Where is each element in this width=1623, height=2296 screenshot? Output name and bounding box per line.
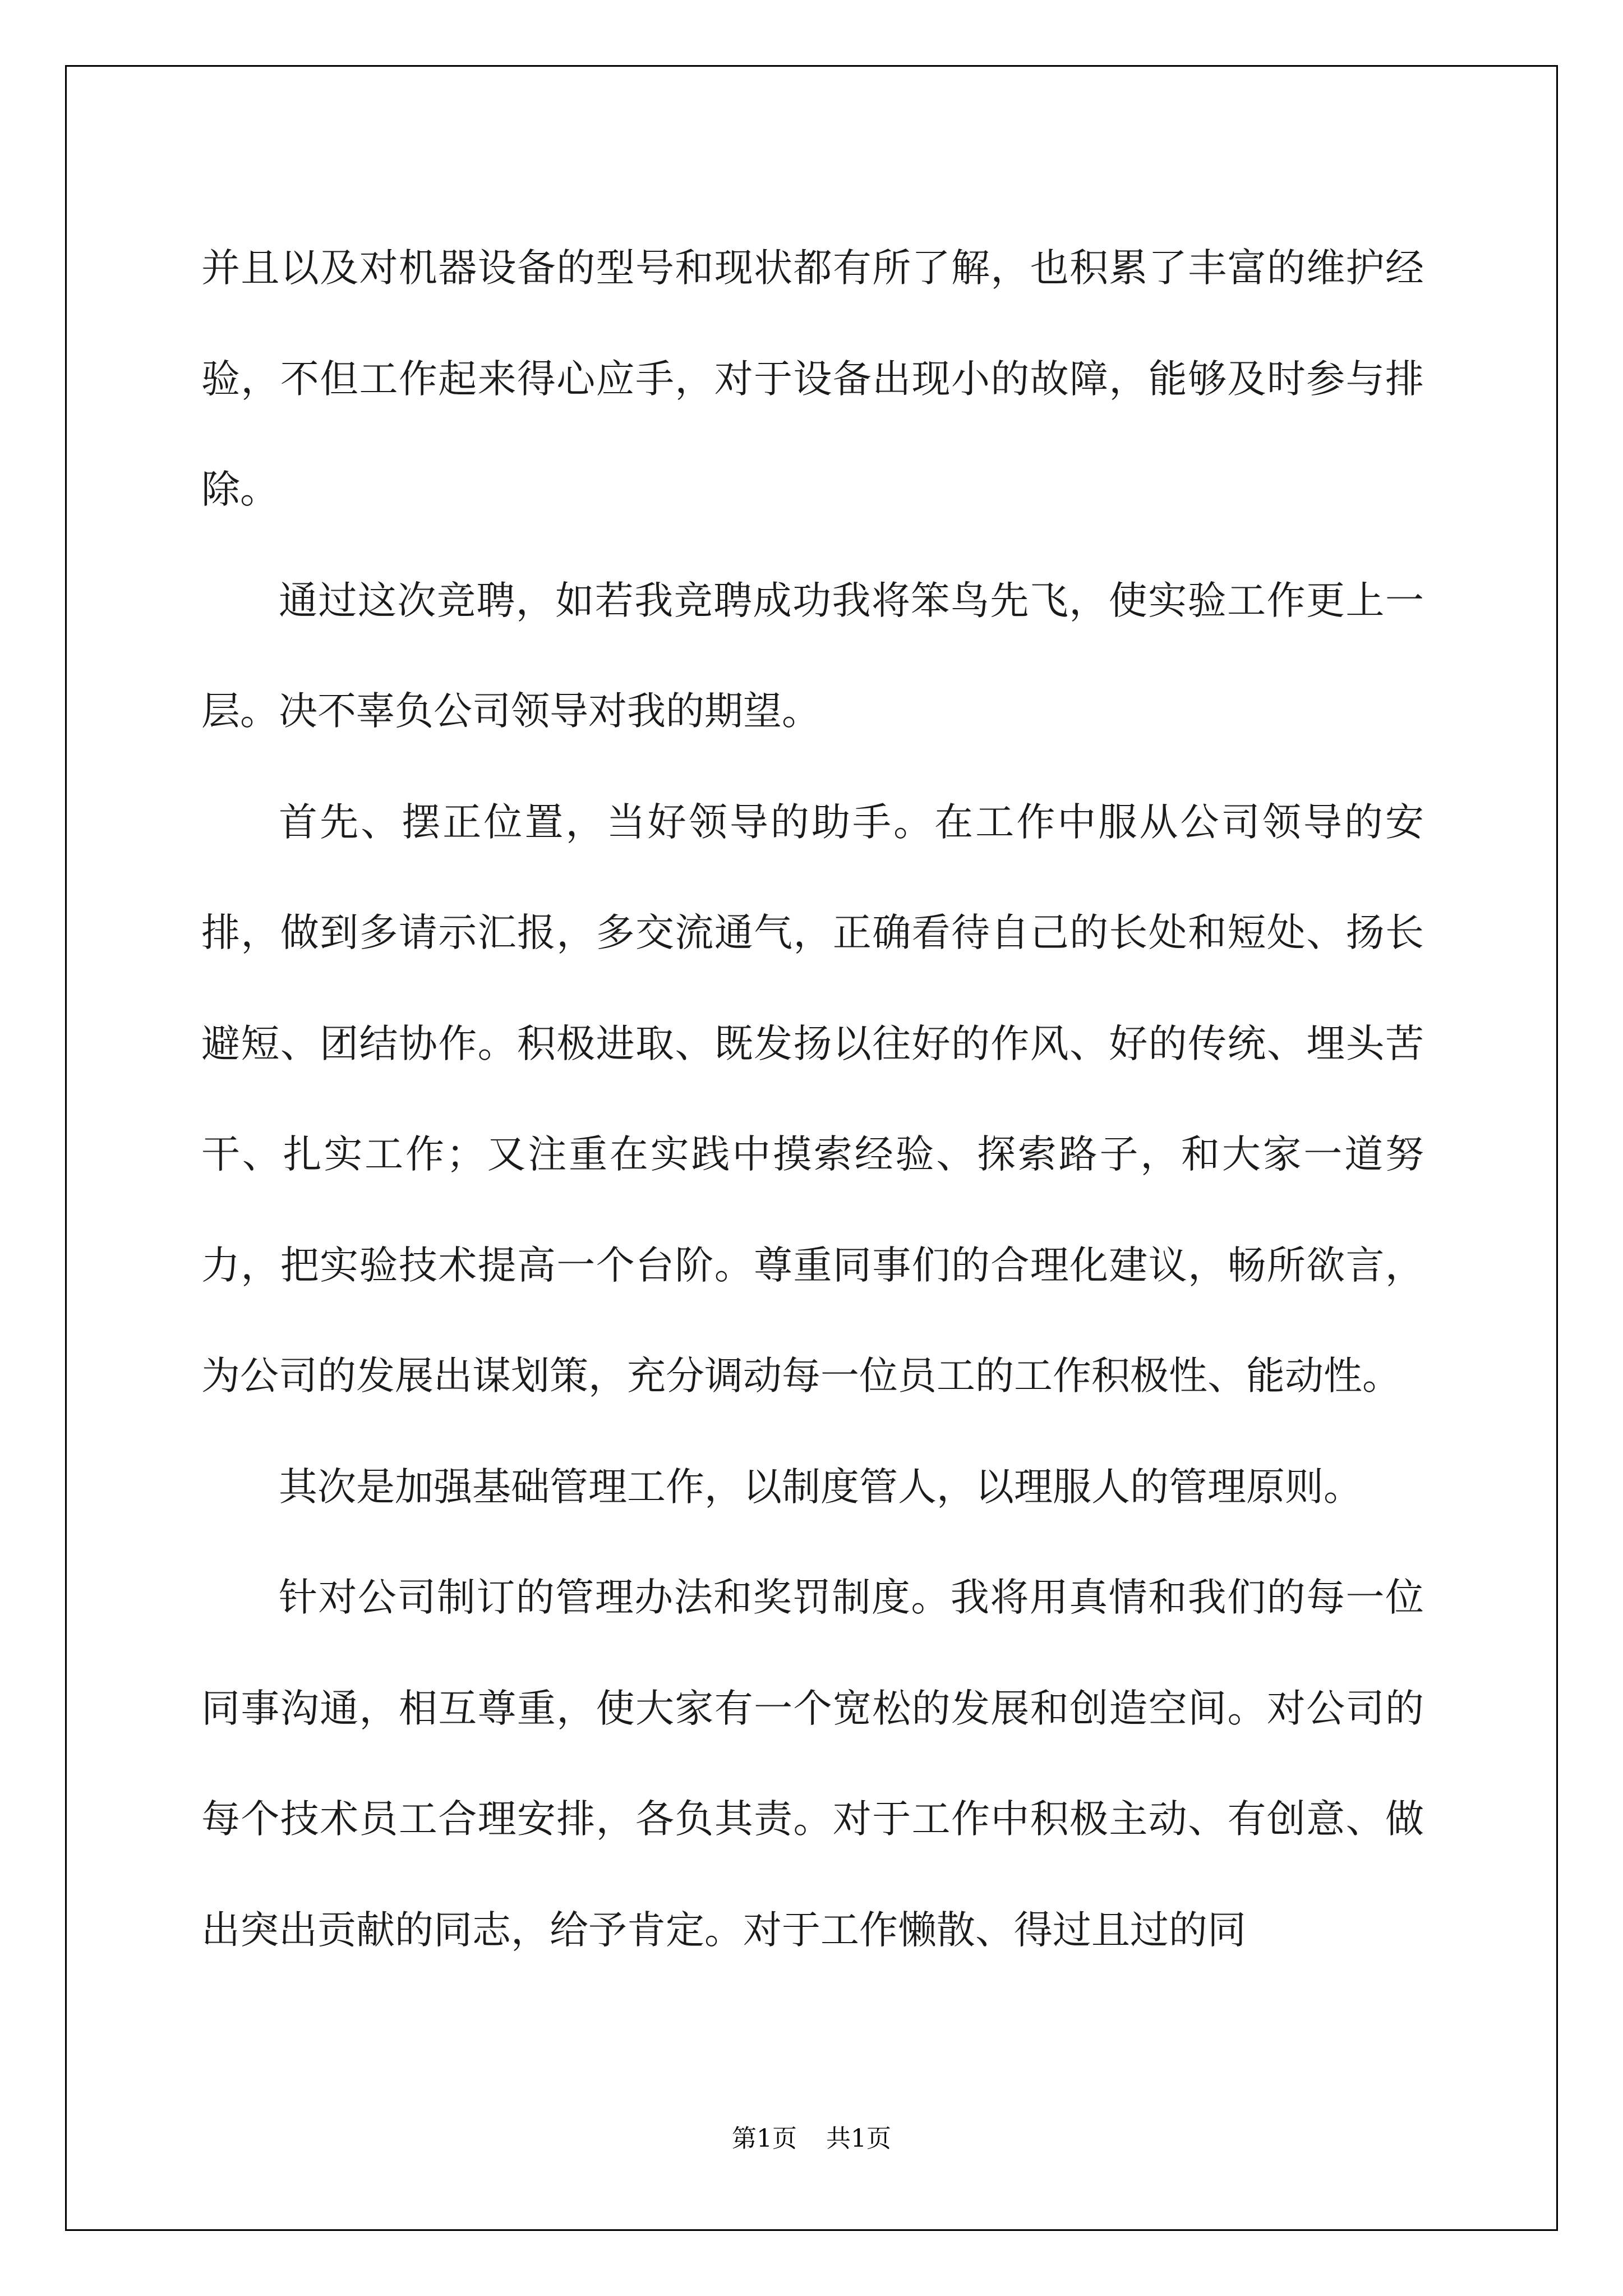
- page-number: 第1页: [732, 2124, 797, 2153]
- paragraph-3: 首先、摆正位置，当好领导的助手。在工作中服从公司领导的安排，做到多请示汇报，多交流通气，正确看待自己的长处和短处、扬长避短、团结协作。积极进取、既发扬以往好的作风、好的传统、埋头苦干、扎实工作；又注重在实践中摸索经验、探索路子，和大家一道努力，把实验技术提高一个台阶。尊重同事们的合理化建议，畅所欲言，为公司的发展出谋划策，充分调动每一位员工的工作积极性、能动性。: [201, 799, 1424, 1398]
- page-total: 共1页: [826, 2124, 891, 2153]
- paragraph-1: 并且以及对机器设备的型号和现状都有所了解，也积累了丰富的维护经验，不但工作起来得心应手，对于设备出现小的故障，能够及时参与排除。: [201, 246, 1424, 512]
- paragraph-5: 针对公司制订的管理办法和奖罚制度。我将用真情和我们的每一位同事沟通，相互尊重，使大家有一个宽松的发展和创造空间。对公司的每个技术员工合理安排，各负其责。对于工作中积极主动、有创意、做出突出贡献的同志，给予肯定。对于工作懒散、得过且过的同: [201, 1575, 1424, 1953]
- paragraph-2: 通过这次竞聘，如若我竞聘成功我将笨鸟先飞，使实验工作更上一层。决不辜负公司领导对我的期望。: [201, 578, 1424, 734]
- paragraph-4: 其次是加强基础管理工作，以制度管人，以理服人的管理原则。: [279, 1464, 1362, 1510]
- page-footer: [0, 2118, 1623, 2154]
- document-body: [201, 213, 1424, 1986]
